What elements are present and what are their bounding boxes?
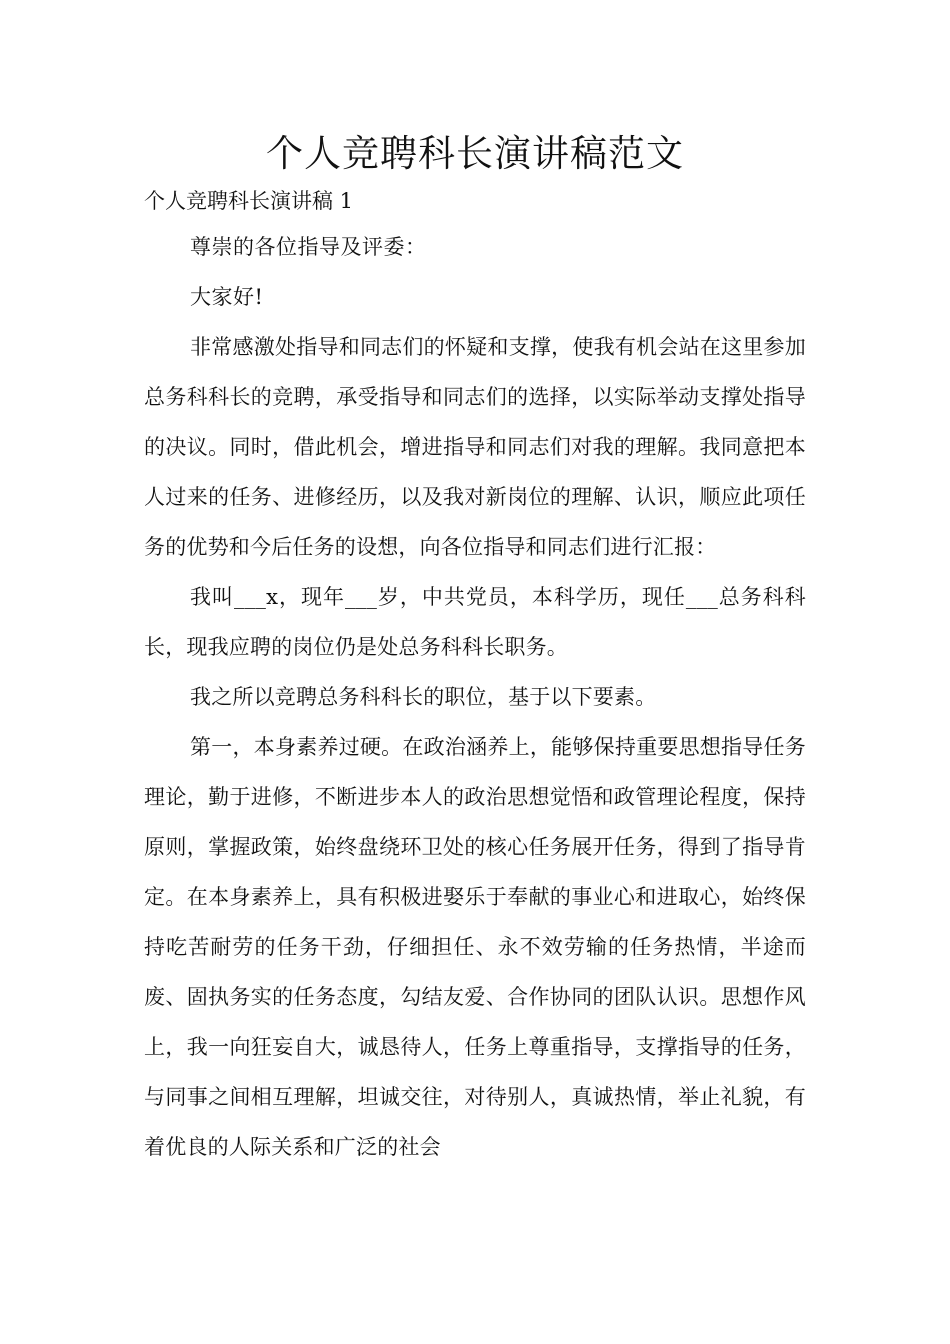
document-body (144, 222, 806, 1172)
reasons-intro-paragraph: 我之所以竞聘总务科科长的职位，基于以下要素。 (190, 685, 657, 709)
salutation-paragraph: 尊崇的各位指导及评委： (190, 235, 427, 259)
intro-paragraph: 非常感激处指导和同志们的怀疑和支撑，使我有机会站在这里参加总务科科长的竞聘，承受指导和同志们的选择，以实际举动支撑处指导的决议。同时，借此机会，增进指导和同志们对我的理解。我同意把本人过来的任务、进修经历，以及我对新岗位的理解、认识，顺应此项任务的优势和今后任务的设想，向各位指导和同志们进行汇报： (144, 335, 806, 559)
greeting-paragraph: 大家好! (190, 285, 264, 309)
document-title: 个人竞聘科长演讲稿范文 (266, 132, 684, 175)
first-reason-paragraph: 第一，本身素养过硬。在政治涵养上，能够保持重要思想指导任务理论，勤于进修，不断进步本人的政治思想觉悟和政管理论程度，保持原则，掌握政策，始终盘绕环卫处的核心任务展开任务，得到了指导肯定。在本身素养上，具有积极进娶乐于奉献的事业心和进取心，始终保持吃苦耐劳的任务干劲，仔细担任、永不效劳输的任务热情，半途而废、固执务实的任务态度，勾结友爱、合作协同的团队认识。思想作风上，我一向狂妄自大，诚恳待人，任务上尊重指导，支撑指导的任务，与同事之间相互理解，坦诚交往，对待别人，真诚热情，举止礼貌，有着优良的人际关系和广泛的社会 (144, 735, 806, 1159)
self-introduction-paragraph: 我叫___x，现年___岁，中共党员，本科学历，现任___总务科科长，现我应聘的岗位仍是处总务科科长职务。 (144, 585, 806, 659)
document-subtitle: 个人竞聘科长演讲稿 1 (144, 189, 354, 213)
